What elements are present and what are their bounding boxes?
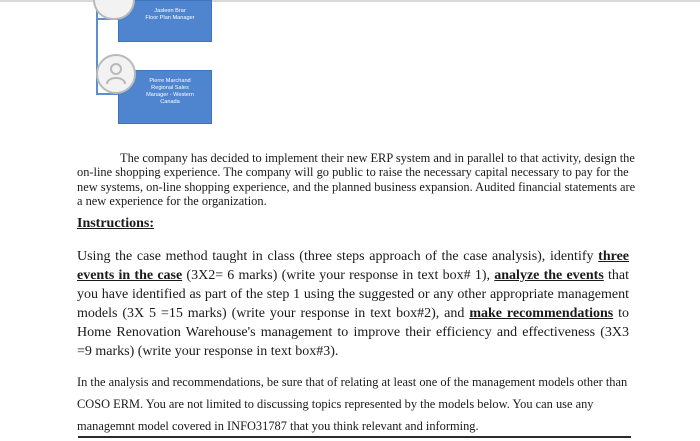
org-card-line: Regional Sales (151, 85, 189, 91)
org-card-line: Pierre Marchand (149, 78, 191, 84)
org-card-line: Floor Plan Manager (145, 15, 195, 21)
instructions-emphasis: analyze the events (494, 268, 604, 283)
instructions-text: (3X2= 6 marks) (write your response in text box# 1), (182, 268, 495, 283)
instructions-paragraph (77, 247, 629, 361)
instructions-text: that you have identified as part of the step 1 using the suggested or any other appropriate management models (3X 5 =15 marks) (write your response in text box#2), and (77, 268, 630, 321)
instructions-emphasis: make recommendations (469, 306, 614, 321)
instructions-heading: Instructions: (77, 216, 155, 231)
case-paragraph-text: The company has decided to implement their new ERP system and in parallel to that activity, design the on-line shopping experience. The company will go public to raise the necessary capital necessary to pay for the new systems, on-line shopping experience, and the planned business expansion. Audited financial statements are a new experience for the organization. (77, 151, 636, 208)
person-avatar-icon (96, 54, 136, 94)
bottom-divider (78, 436, 631, 438)
org-card-top-text (132, 8, 208, 22)
analysis-note-paragraph: In the analysis and recommendations, be sure that of relating at least one of the management models other than COSO ERM. You are not limited to discussing topics represented by the models below. You can use any managemnt model covered in INFO31787 that you think relevant and informing. (77, 375, 628, 433)
person-silhouette-icon (104, 61, 128, 85)
org-card-line: Canada (160, 99, 180, 105)
org-card-line: Manager - Western (146, 92, 194, 98)
instructions-emphasis: three events in the case (77, 249, 629, 283)
org-card-bottom-text (132, 78, 208, 106)
org-card-line: Jasleen Brar (154, 8, 186, 14)
case-paragraph (77, 151, 637, 208)
instructions-text: Using the case method taught in class (three steps approach of the case analysis), identify (77, 249, 599, 264)
instructions-text: to Home Renovation Warehouse's management to improve their efficiency and effectiveness (3X3 =9 marks) (write your response in text box#3). (77, 306, 630, 359)
